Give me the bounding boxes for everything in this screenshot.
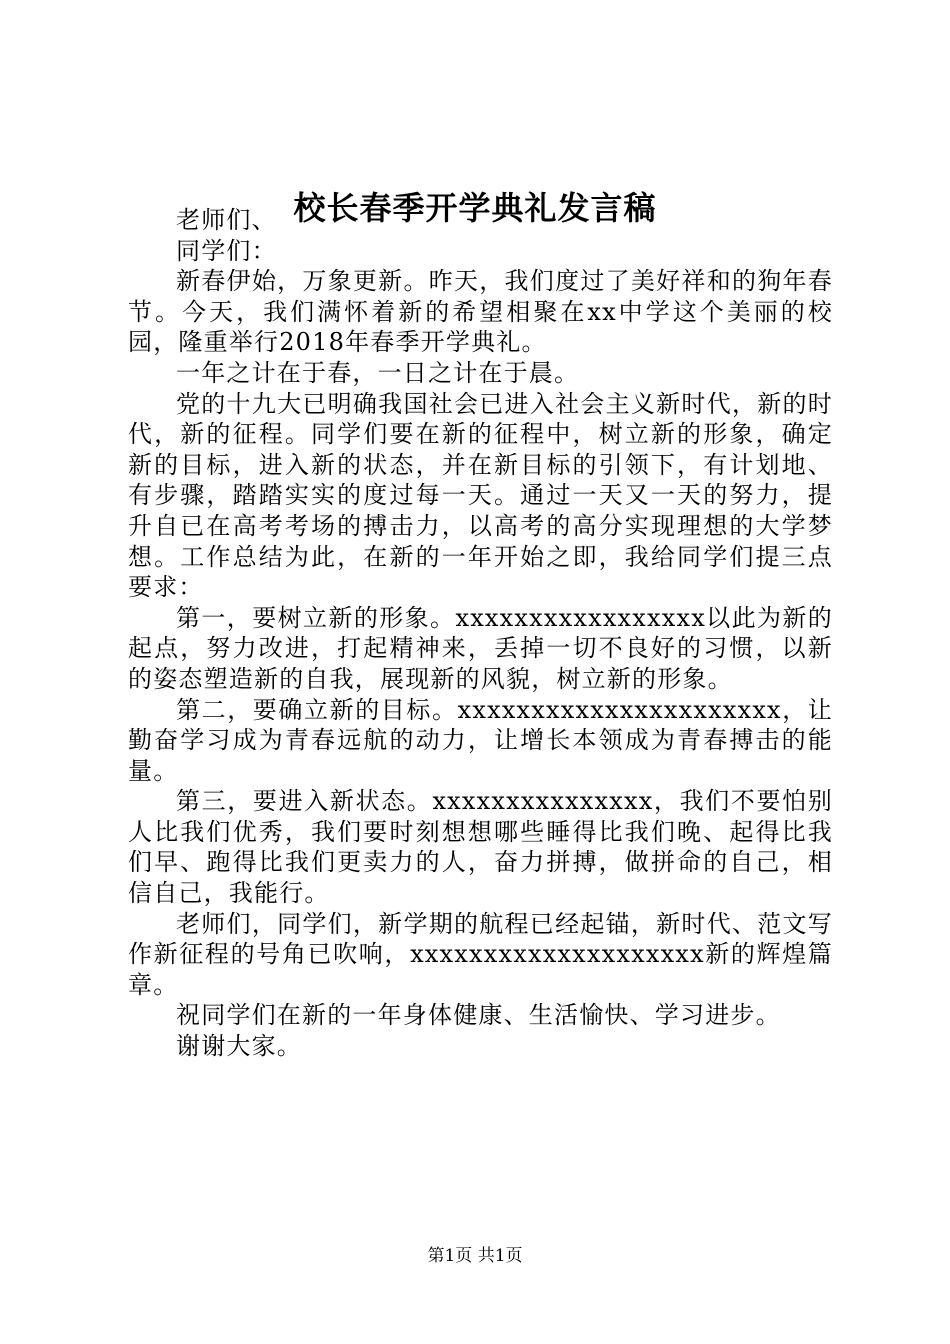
paragraph-requirement-3: 第三，要进入新状态。xxxxxxxxxxxxxxx，我们不要怕别人比我们优秀，我们要时刻想想哪些睡得比我们晚、起得比我们早、跑得比我们更卖力的人，奋力拼搏，做拼命的自己，相信自己，我能行。	[128, 787, 833, 908]
paragraph-wishes: 祝同学们在新的一年身体健康、生活愉快、学习进步。	[176, 1001, 781, 1030]
page-number: 第1页 共1页	[427, 1246, 523, 1266]
document-title: 校长春季开学典礼发言稿	[293, 189, 657, 227]
greeting-teachers: 老师们、	[176, 206, 277, 234]
paragraph-proverb: 一年之计在于春，一日之计在于晨。	[176, 358, 580, 387]
paragraph-requirement-1: 第一，要树立新的形象。xxxxxxxxxxxxxxxxx以此为新的起点，努力改进，打起精神来，丢掉一切不良好的习惯，以新的姿态塑造新的自我，展现新的风貌，树立新的形象。	[128, 603, 833, 693]
paragraph-requirement-2: 第二，要确立新的目标。xxxxxxxxxxxxxxxxxxxxxx，让勤奋学习成为青春远航的动力，让增长本领成为青春搏击的能量。	[128, 695, 833, 785]
paragraph-opening: 新春伊始，万象更新。昨天，我们度过了美好祥和的狗年春节。今天，我们满怀着新的希望相聚在xx中学这个美丽的校园，隆重举行2018年春季开学典礼。	[128, 267, 833, 357]
paragraph-new-era: 党的十九大已明确我国社会已进入社会主义新时代，新的时代，新的征程。同学们要在新的征程中，树立新的形象，确定新的目标，进入新的状态，并在新目标的引领下，有计划地、有步骤，踏踏实实的度过每一天。通过一天又一天的努力，提升自已在高考考场的搏击力，以高考的高分实现理想的大学梦想。工作总结为此，在新的一年开始之即，我给同学们提三点要求：	[128, 389, 833, 602]
paragraph-thanks: 谢谢大家。	[176, 1032, 302, 1061]
paragraph-closing: 老师们，同学们，新学期的航程已经起锚，新时代、范文写作新征程的号角已吹响，xxxxxxxxxxxxxxxxxxxx新的辉煌篇章。	[128, 909, 833, 999]
greeting-students: 同学们：	[176, 236, 277, 265]
document-body	[128, 205, 833, 1062]
